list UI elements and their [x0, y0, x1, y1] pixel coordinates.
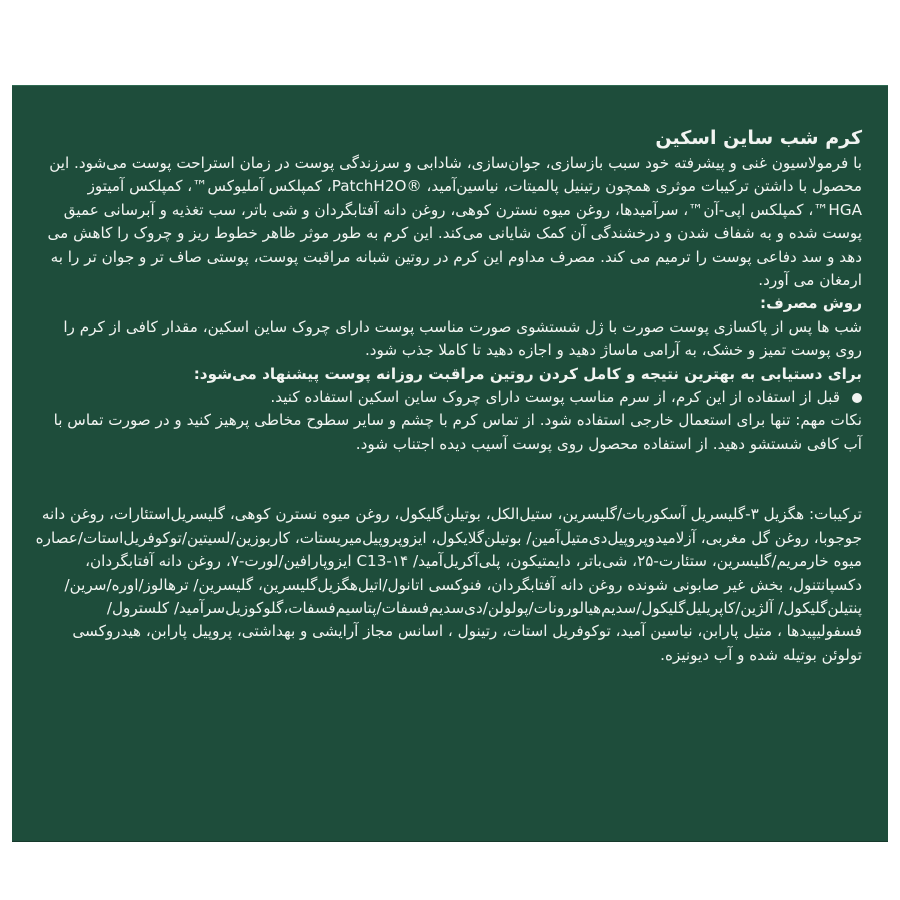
product-title: کرم شب ساین اسکین [655, 127, 862, 149]
usage-text: شب ها پس از پاکسازی پوست صورت با ژل شستشوی صورت مناسب پوست دارای چروک ساین اسکین، مقدار کافی از کرم را روی پوست تمیز و خشک، به آرامی ماساژ دهید و اجازه دهید تا کاملا جذب شود. [63, 317, 862, 360]
warning-text: نکات مهم: تنها برای استعمال خارجی استفاده شود. از تماس کرم با چشم و سایر سطوح مخاطی پرهیز کنید و در صورت تماس با آب کافی شستشو دهید. از استفاده محصول روی پوست آسیب دیده اجتناب شود. [53, 411, 862, 453]
ingredients-text: ترکیبات: هگزیل ۳-گلیسریل آسکوربات/گلیسرین، ستیل‌الکل، بوتیلن‌گلیکول، روغن میوه نسترن کوهی، گلیسریل‌استئارات، روغن دانه جوجوبا، روغن گل مغربی، آزلامیدوپروپیل‌دی‌متیل‌آمین/ بوتیلن‌گلایکول، ایزوپروپیل‌میریستات، کاربوزین/لسیتین/توکوفریل‌استات/عصاره میوه خارمریم/گلیسرین، ستئارت-۲۵، شی‌باتر، دایمتیکون، پلی‌آکریل‌آمید/ C13-۱۴ ایزوپارافین/لورت-۷، روغن دانه آفتابگردان، دکسپانتنول، بخش غیر صابونی شونده روغن دانه آفتابگردان، فنوکسی اتانول/اتیل‌هگزیل‌گلیسرین، گلیسرین/ ترهالوز/اوره/سرین/ پنتیلن‌گلیکول/ آلژین/کاپریلیل‌گلیکول/سدیم‌هیالورونات/پولولن/دی‌سدیم‌فسفات/پتاسیم‌فسفات،گلوکوزیل‌سرآمید/ کلسترول/فسفولیپیدها ، متیل پارابن، نیاسین آمید، توکوفریل استات، رتینول ، اسانس مجاز آرایشی و بهداشتی، پروپیل پارابن، هیدروکسی تولوئن بوتیله شده و آب دیونیزه. [35, 505, 862, 664]
usage-heading: روش مصرف: [760, 294, 862, 313]
recommendation-bullet-text: قبل از استفاده از این کرم، از سرم مناسب پوست دارای چروک ساین اسکین استفاده کنید. [270, 388, 840, 407]
recommendation-bullet [32, 386, 862, 409]
label-text-block [32, 126, 862, 667]
bullet-icon [852, 393, 862, 403]
section-spacer [32, 456, 862, 503]
product-description: با فرمولاسیون غنی و پیشرفته خود سبب بازسازی، جوان‌سازی، شادابی و سرزندگی پوست در زمان استراحت پوست می‌شود. این محصول با داشتن ترکیبات موثری همچون رتینیل پالمیتات، نیاسین‌آمید، ®PatchH2O، کمپلکس آملیوکس™، کمپلکس آمیتوز HGA™، کمپلکس اپی-آن™، سرآمیدها، روغن میوه نسترن کوهی، روغن دانه آفتابگردان و شی باتر، سب تغذیه و آبرسانی عمیق پوست شده و به شفاف شدن و درخشندگی آن کمک شایانی می‌کند. این کرم به طور موثر ظاهر خطوط ریز و چروک را کاهش می دهد و سد دفاعی پوست را ترمیم می کند. مصرف مداوم این کرم در روتین شبانه مراقبت پوست، پوستی صاف تر و جوان تر را به ارمغان می آورد. [47, 154, 862, 290]
recommendation-heading: برای دستیابی به بهترین نتیجه و کامل کردن روتین مراقبت روزانه پوست پیشنهاد می‌شود: [193, 364, 862, 383]
product-label-panel [12, 85, 888, 842]
